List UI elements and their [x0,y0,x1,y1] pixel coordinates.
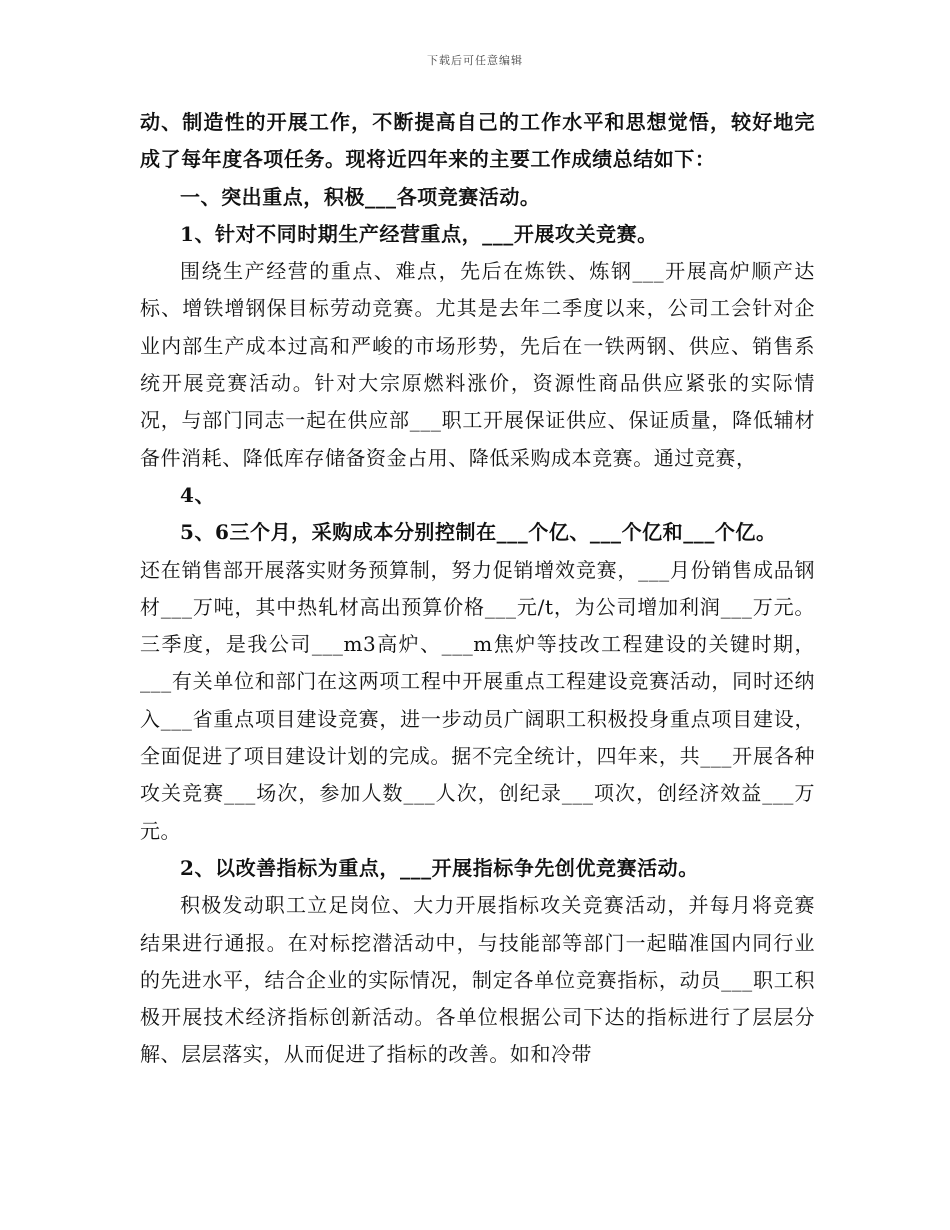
section-heading-1: 一、突出重点，积极___各项竞赛活动。 [180,184,541,209]
subheading-1: 1、针对不同时期生产经营重点，___开展攻关竞赛。 [180,221,658,246]
paragraph-body-1: 围绕生产经营的重点、难点，先后在炼铁、炼钢___开展高炉顺产达标、增铁增钢保目标劳动竞赛。尤其是去年二季度以来，公司工会针对企业内部生产成本过高和严峻的市场形势，先后在一铁两钢、供应、销售系统开展竞赛活动。针对大宗原燃料涨价，资源性商品供应紧张的实际情况，与部门同志一起在供应部___职工开展保证供应、保证质量，降低辅材备件消耗、降低库存储备资金占用、降低采购成本竞赛。通过竞赛， [140,259,815,470]
subheading-5-6: 5、6三个月，采购成本分别控制在___个亿、___个亿和___个亿。 [180,520,777,545]
document-body [140,104,815,1074]
page-header: 下载后可任意编辑 [427,54,523,67]
paragraph-body-3: 积极发动职工立足岗位、大力开展指标攻关竞赛活动，并每月将竞赛结果进行通报。在对标挖潜活动中，与技能部等部门一起瞄准国内同行业的先进水平，结合企业的实际情况，制定各单位竞赛指标，动员___职工积极开展技术经济指标创新活动。各单位根据公司下达的指标进行了层层分解、层层落实，从而促进了指标的改善。如和冷带 [140,893,815,1067]
paragraph-intro: 动、制造性的开展工作，不断提高自己的工作水平和思想觉悟，较好地完成了每年度各项任务。现将近四年来的主要工作成绩总结如下： [140,110,815,172]
paragraph-body-2: 还在销售部开展落实财务预算制，努力促销增效竞赛，___月份销售成品钢材___万吨，其中热轧材高出预算价格___元/t，为公司增加利润___万元。三季度，是我公司___m3高炉、___m焦炉等技改工程建设的关键时期，___有关单位和部门在这两项工程中开展重点工程建设竞赛活动，同时还纳入___省重点项目建设竞赛，进一步动员广阔职工积极投身重点项目建设，全面促进了项目建设计划的完成。据不完全统计，四年来，共___开展各种攻关竞赛___场次，参加人数___人次，创纪录___项次，创经济效益___万元。 [140,557,815,843]
subheading-4: 4、 [180,482,216,507]
subheading-2: 2、以改善指标为重点，___开展指标争先创优竞赛活动。 [180,855,699,880]
